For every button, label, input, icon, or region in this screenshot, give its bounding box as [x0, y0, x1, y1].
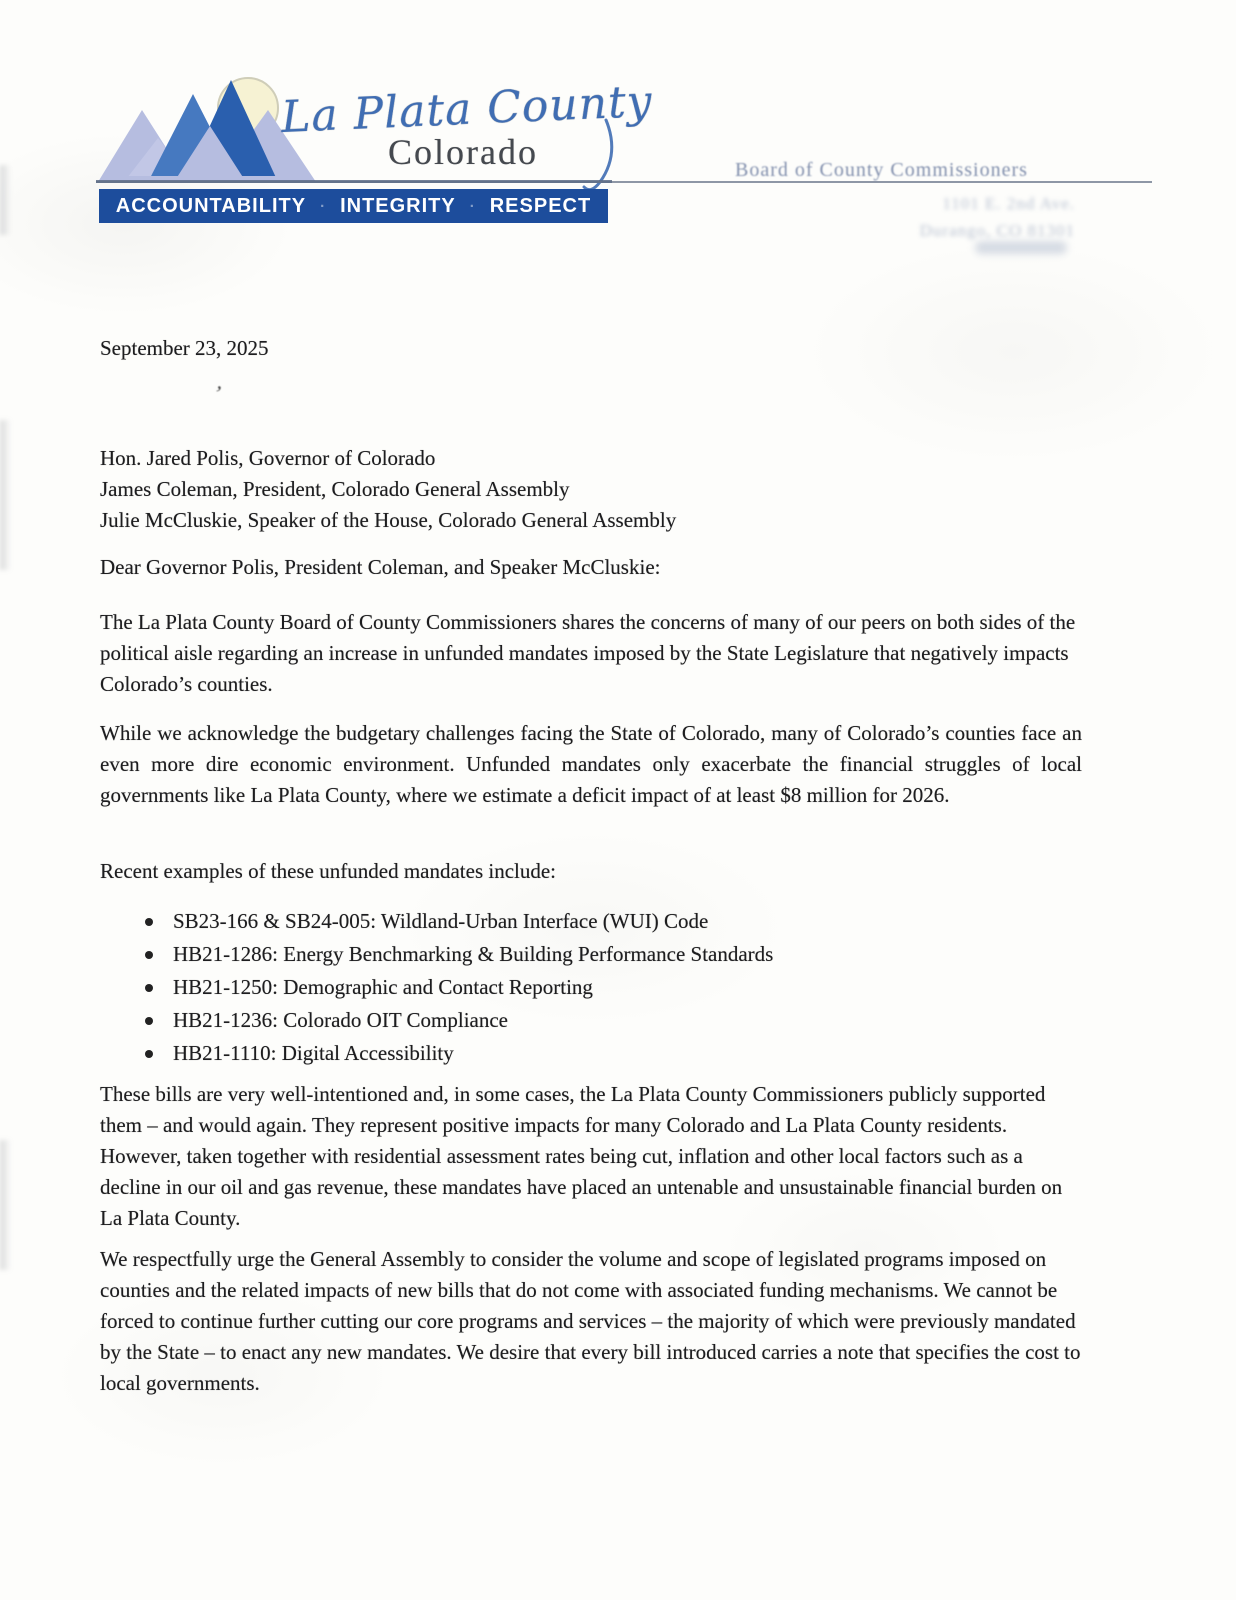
paragraph-concerns: The La Plata County Board of County Commissioners shares the concerns of many of our peers on both sides of the political aisle regarding an increase in unfunded mandates imposed by the State Legislature that negatively impacts Colorado’s counties.: [100, 610, 1076, 696]
department-title: Board of County Commissioners: [735, 159, 1028, 181]
list-item: HB21-1236: Colorado OIT Compliance: [143, 1004, 1043, 1037]
recipient-block: [100, 443, 676, 536]
banner-separator-dot: ·: [469, 197, 476, 215]
faded-address-block: [860, 190, 1075, 244]
list-item: SB23-166 & SB24-005: Wildland-Urban Interface (WUI) Code: [143, 905, 1043, 938]
scan-edge-smudge: [0, 165, 11, 235]
recipient-line: Hon. Jared Polis, Governor of Colorado: [100, 446, 436, 470]
list-item: HB21-1110: Digital Accessibility: [143, 1037, 1043, 1070]
banner-word-integrity: INTEGRITY: [340, 194, 456, 217]
letter-date: September 23, 2025: [100, 336, 269, 360]
faded-address-smudge: [975, 241, 1067, 254]
values-banner: [99, 189, 608, 223]
header-rule-dark-segment: [96, 180, 612, 183]
faded-address-line: Durango, CO 81301: [919, 221, 1075, 240]
banner-word-accountability: ACCOUNTABILITY: [115, 194, 307, 217]
recipient-line: James Coleman, President, Colorado General Assembly: [100, 477, 570, 501]
scan-edge-smudge: [0, 1140, 11, 1270]
logo-sub-name: Colorado: [388, 132, 538, 172]
logo-script-name: La Plata County: [280, 75, 654, 144]
recipient-line: Julie McCluskie, Speaker of the House, Colorado General Assembly: [100, 508, 677, 532]
scan-stray-mark: ʼ: [211, 380, 225, 407]
faded-address-line: 1101 E. 2nd Ave.: [942, 194, 1075, 213]
list-item: HB21-1286: Energy Benchmarking & Building Performance Standards: [143, 938, 1043, 971]
list-item: HB21-1250: Demographic and Contact Reporting: [143, 971, 1043, 1004]
paragraph-bills-support: These bills are very well-intentioned and, in some cases, the La Plata County Commissioners publicly supported them – and would again. They represent positive impacts for many Colorado and La Plata County residents. However, taken together with residential assessment rates being cut, inflation and other local factors such as a decline in our oil and gas revenue, these mandates have placed an untenable and unsustainable financial burden on La Plata County.: [100, 1082, 1063, 1230]
scan-edge-smudge: [0, 420, 11, 570]
bullet-list-intro: Recent examples of these unfunded mandates include:: [100, 859, 557, 883]
unfunded-mandates-list: [143, 905, 1043, 1070]
paragraph-urge-assembly: We respectfully urge the General Assembly to consider the volume and scope of legislated programs imposed on counties and the related impacts of new bills that do not come with associated funding mechanisms. We cannot be forced to continue further cutting our core programs and services – the majority of which were previously mandated by the State – to enact any new mandates. We desire that every bill introduced carries a note that specifies the cost to local governments.: [100, 1247, 1081, 1395]
paragraph-budget: While we acknowledge the budgetary challenges facing the State of Colorado, many of Colorado’s counties face an even more dire economic environment. Unfunded mandates only exacerbate the financial struggles of local governments like La Plata County, where we estimate a deficit impact of at least $8 million for 2026.: [100, 721, 1082, 807]
banner-separator-dot: ·: [320, 197, 327, 215]
banner-word-respect: RESPECT: [489, 194, 592, 217]
salutation: Dear Governor Polis, President Coleman, and Speaker McCluskie:: [100, 555, 661, 579]
